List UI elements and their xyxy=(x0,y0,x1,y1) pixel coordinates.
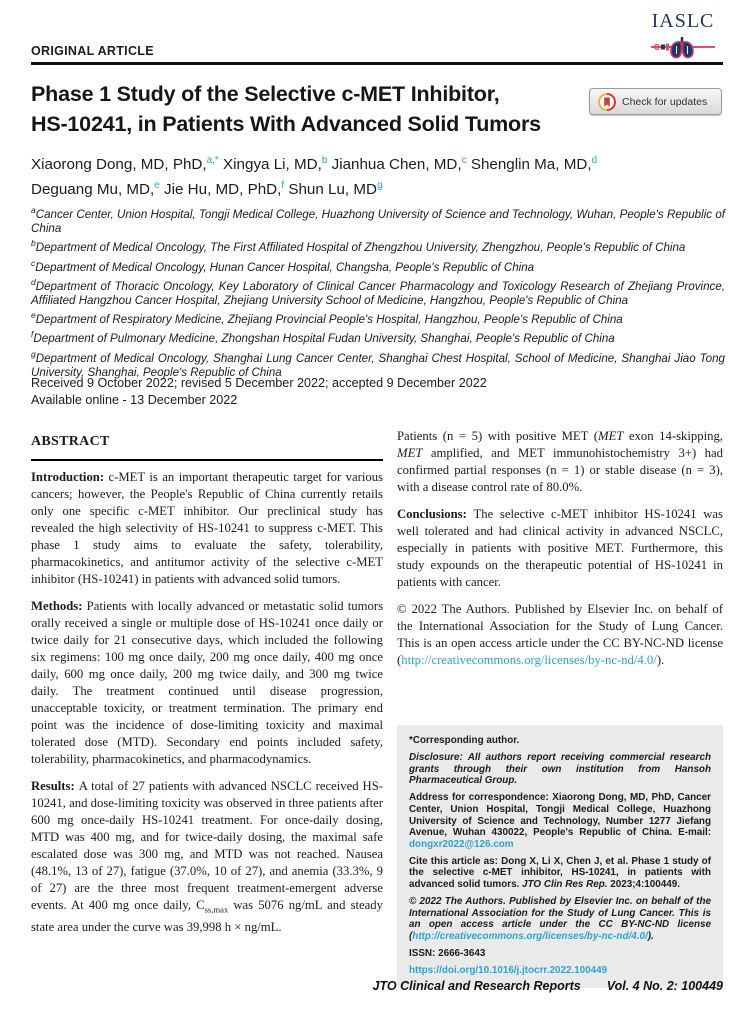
affiliation-text: Department of Medical Oncology, Shanghai Lung Cancer Center, Shanghai Chest Hospital, School of Medicine, Shanghai Jiao Tong University, Shanghai, People's Republic of China xyxy=(31,351,725,379)
received-dates: Received 9 October 2022; revised 5 December 2022; accepted 9 December 2022 xyxy=(31,376,487,390)
text-segment: was 5076 ng/mL and steady state area under the curve was 39,998 h × ng/mL. xyxy=(31,898,383,934)
affiliation-marker: f xyxy=(31,329,34,340)
affiliation-marker: d xyxy=(31,276,36,287)
affiliation-text: Department of Medical Oncology, Hunan Cancer Hospital, Changsha, People's Republic of China xyxy=(35,260,535,274)
text-segment: ). xyxy=(656,653,665,667)
footnote-box xyxy=(397,725,723,988)
text-segment: 2023;4:100449. xyxy=(607,879,680,891)
author-name: Xingya Li, MD, xyxy=(218,156,322,174)
text-segment: © 2022 The Authors. Published by Elsevier Inc. on behalf of the International Association for the Study of Lung Cancer. This is an open access article under the CC BY-NC-ND license ( xyxy=(409,896,711,942)
footer-journal-name: JTO Clinical and Research Reports xyxy=(372,979,581,993)
iaslc-lungs-icon xyxy=(644,34,722,65)
affiliation-text: Department of Medical Oncology, The First Affiliated Hospital of Zhengzhou University, Zhengzhou, People's Republic of China xyxy=(35,241,686,255)
author-affiliation-marker: d xyxy=(591,155,598,166)
affiliation-marker: e xyxy=(31,310,36,321)
affiliation-marker: g xyxy=(31,348,36,359)
text-segment: JTO Clin Res Rep. xyxy=(522,879,608,891)
affiliation-marker: b xyxy=(31,238,36,249)
author-affiliation-marker: a,* xyxy=(206,155,219,166)
link[interactable]: dongxr2022@126.com xyxy=(409,838,514,850)
section-label: ORIGINAL ARTICLE xyxy=(31,44,154,58)
text-segment: exon 14-skipping, xyxy=(623,429,723,443)
link[interactable]: http://creativecommons.org/licenses/by-nc-nd/4.0/ xyxy=(412,930,648,942)
text-segment: ISSN: 2666-3643 xyxy=(409,948,486,959)
text-segment: *Corresponding author. xyxy=(409,735,520,746)
affiliation-item xyxy=(31,256,725,275)
author-name: Shenglin Ma, MD, xyxy=(466,156,592,174)
affiliation-item xyxy=(31,327,725,346)
header-rule xyxy=(31,62,723,65)
author-affiliation-marker: e xyxy=(154,180,160,192)
affiliation-item xyxy=(31,275,725,308)
author-name: Xiaorong Dong, MD, PhD, xyxy=(31,156,207,174)
author-affiliation-marker: g xyxy=(377,180,383,192)
text-segment: Patients with locally advanced or metastatic solid tumors orally received a single or multiple dose of HS-10241 once daily or twice daily for 21 consecutive days, which included the following six regimens: 100 mg once daily, 200 mg once daily, 400 mg once daily, 600 mg once daily, 200 mg twice daily, and 300 mg twice daily. The treatment continued until disease progression, unacceptable toxicity, or treatment termination. The primary end point was the incidence of dose-limiting toxicity and maximal tolerated dose (MTD). Secondary end points included safety, tolerability, pharmacokinetics, and pharmacodynamics. xyxy=(31,599,384,766)
iaslc-logo xyxy=(644,10,722,65)
author-list xyxy=(31,150,671,200)
text-segment: ss,max xyxy=(204,904,229,915)
text-segment: The selective c-MET inhibitor HS-10241 was well tolerated and had clinical activity in advanced NSCLC, especially in patients with positive MET. Furthermore, this study expounds on the therapeutic potential of HS-10241 in patients with cancer. xyxy=(397,507,723,589)
abstract-heading: ABSTRACT xyxy=(31,434,383,461)
text-segment: Cite this article as: Dong X, Li X, Chen J, et al. Phase 1 study of the selective c-MET inhibitor, HS-10241, in patients with advanced solid tumors. xyxy=(409,855,711,891)
author-name: Shun Lu, MD xyxy=(284,181,377,199)
crossmark-icon xyxy=(598,93,616,111)
footnote-paragraph xyxy=(409,948,711,960)
affiliation-text: Cancer Center, Union Hospital, Tongji Medical College, Huazhong University of Science and Technology, Wuhan, People's Republic of China xyxy=(31,207,725,236)
abstract-paragraph xyxy=(31,598,383,768)
page-footer xyxy=(373,979,723,993)
footnote-paragraph xyxy=(409,965,711,977)
text-segment: Patients (n = 5) with positive MET ( xyxy=(397,429,598,443)
available-online-date: Available online - 13 December 2022 xyxy=(31,392,238,407)
author-affiliation-marker: f xyxy=(281,180,285,192)
check-for-updates-button[interactable] xyxy=(589,88,722,115)
footnote-paragraph xyxy=(409,792,711,850)
text-segment: Address for correspondence: Xiaorong Dong, MD, PhD, Cancer Center, Union Hospital, Tongji Medical College, Huazhong University of Science and Technology, Number 1277 Jiefang Avenue, Wuhan 430022, People's Republic of China. E-mail: xyxy=(409,792,711,839)
author-name: Deguang Mu, MD, xyxy=(31,181,155,199)
abstract-paragraph xyxy=(397,601,723,669)
text-segment: Conclusions: xyxy=(397,507,474,521)
iaslc-logo-text: IASLC xyxy=(651,10,715,32)
affiliation-item xyxy=(31,203,725,236)
abstract-paragraph xyxy=(31,469,383,588)
text-segment: © 2022 The Authors. Published by Elsevier Inc. on behalf of the International Association for the Study of Lung Cancer. This is an open access article under the CC BY-NC-ND license ( xyxy=(397,602,723,667)
footer-issue: Vol. 4 No. 2: 100449 xyxy=(606,979,723,993)
article-title xyxy=(31,79,541,139)
abstract-paragraph xyxy=(397,428,723,496)
text-segment: c-MET is an important therapeutic target for various cancers; however, the People's Republic of China currently retails only one specific c-MET inhibitor. Our preclinical study has revealed the high selectivity of HS-10241 to suppress c-MET. This phase 1 study aims to evaluate the safety, tolerability, pharmacokinetics, and antitumor activity of the selective c-MET inhibitor (HS-10241) in patients with advanced solid tumors. xyxy=(31,470,383,586)
text-segment: A total of 27 patients with advanced NSCLC received HS-10241, and dose-limiting toxicity was observed in three patients after 600 mg once-daily HS-10241 treatment. For once-daily dosing, MTD was 400 mg, and for twice-daily dosing, the maximal safe escalated dose was 300 mg, and MTD was not reached. Nausea (48.1%, 13 of 27), fatigue (37.0%, 10 of 27), and anemia (33.3%, 9 of 27) are the three most frequent treatment-emergent adverse events. At 400 mg once daily, C xyxy=(31,779,383,912)
affiliation-text: Department of Respiratory Medicine, Zhejiang Provincial People's Hospital, Hangzhou, People's Republic of China xyxy=(35,313,623,327)
footnote-paragraph xyxy=(409,735,711,747)
affiliation-text: Department of Thoracic Oncology, Key Laboratory of Clinical Cancer Pharmacology and Toxicology Research of Zhejiang Province, Affiliated Hangzhou Cancer Hospital, Zhejiang University School of Medicine, Hangzhou, People's Republic of China xyxy=(31,279,725,307)
link[interactable]: https://doi.org/10.1016/j.jtocrr.2022.100449 xyxy=(409,965,608,977)
abstract-left-paragraphs xyxy=(31,469,383,936)
text-segment: MET xyxy=(397,446,423,460)
affiliations xyxy=(31,203,725,380)
author-affiliation-marker: b xyxy=(321,155,328,166)
affiliation-marker: a xyxy=(31,205,36,215)
text-segment: Introduction: xyxy=(31,470,109,484)
footnote-paragraph xyxy=(409,752,711,787)
abstract-paragraph xyxy=(31,778,383,936)
author-name: Jianhua Chen, MD, xyxy=(327,156,462,174)
footnote-paragraph xyxy=(409,856,711,891)
text-segment: Disclosure: All authors report receiving commercial research grants through their own institution from Hansoh Pharmaceutical Group. xyxy=(409,752,711,787)
text-segment: ). xyxy=(647,930,654,942)
text-segment: Methods: xyxy=(31,599,87,613)
article-title-line2: HS-10241, in Patients With Advanced Solid Tumors xyxy=(31,112,541,136)
author-line xyxy=(31,175,671,200)
abstract-right-column xyxy=(397,428,723,988)
affiliation-item xyxy=(31,236,725,255)
affiliation-marker: c xyxy=(31,257,36,268)
abstract-right-paragraphs xyxy=(397,428,723,669)
affiliation-item xyxy=(31,308,725,327)
text-segment: MET xyxy=(598,429,624,443)
affiliation-text: Department of Pulmonary Medicine, Zhongshan Hospital Fudan University, Shanghai, People's Republic of China xyxy=(33,332,615,346)
author-name: Jie Hu, MD, PhD, xyxy=(159,181,282,199)
abstract-left-column xyxy=(31,428,383,946)
abstract-paragraph xyxy=(397,506,723,591)
article-title-line1: Phase 1 Study of the Selective c-MET Inhibitor, xyxy=(31,82,500,106)
footnote-paragraph xyxy=(409,896,711,942)
author-affiliation-marker: c xyxy=(461,155,467,166)
author-line xyxy=(31,150,671,175)
abstract-section xyxy=(31,428,723,988)
article-dates xyxy=(31,375,487,408)
text-segment: amplified, and MET immunohistochemistry 3+) had confirmed partial responses (n = 1) or stable disease (n = 3), with a disease control rate of 80.0%. xyxy=(397,446,723,494)
link[interactable]: http://creativecommons.org/licenses/by-nc-nd/4.0/ xyxy=(401,653,657,667)
text-segment: Results: xyxy=(31,779,79,793)
check-for-updates-label: Check for updates xyxy=(622,95,708,108)
